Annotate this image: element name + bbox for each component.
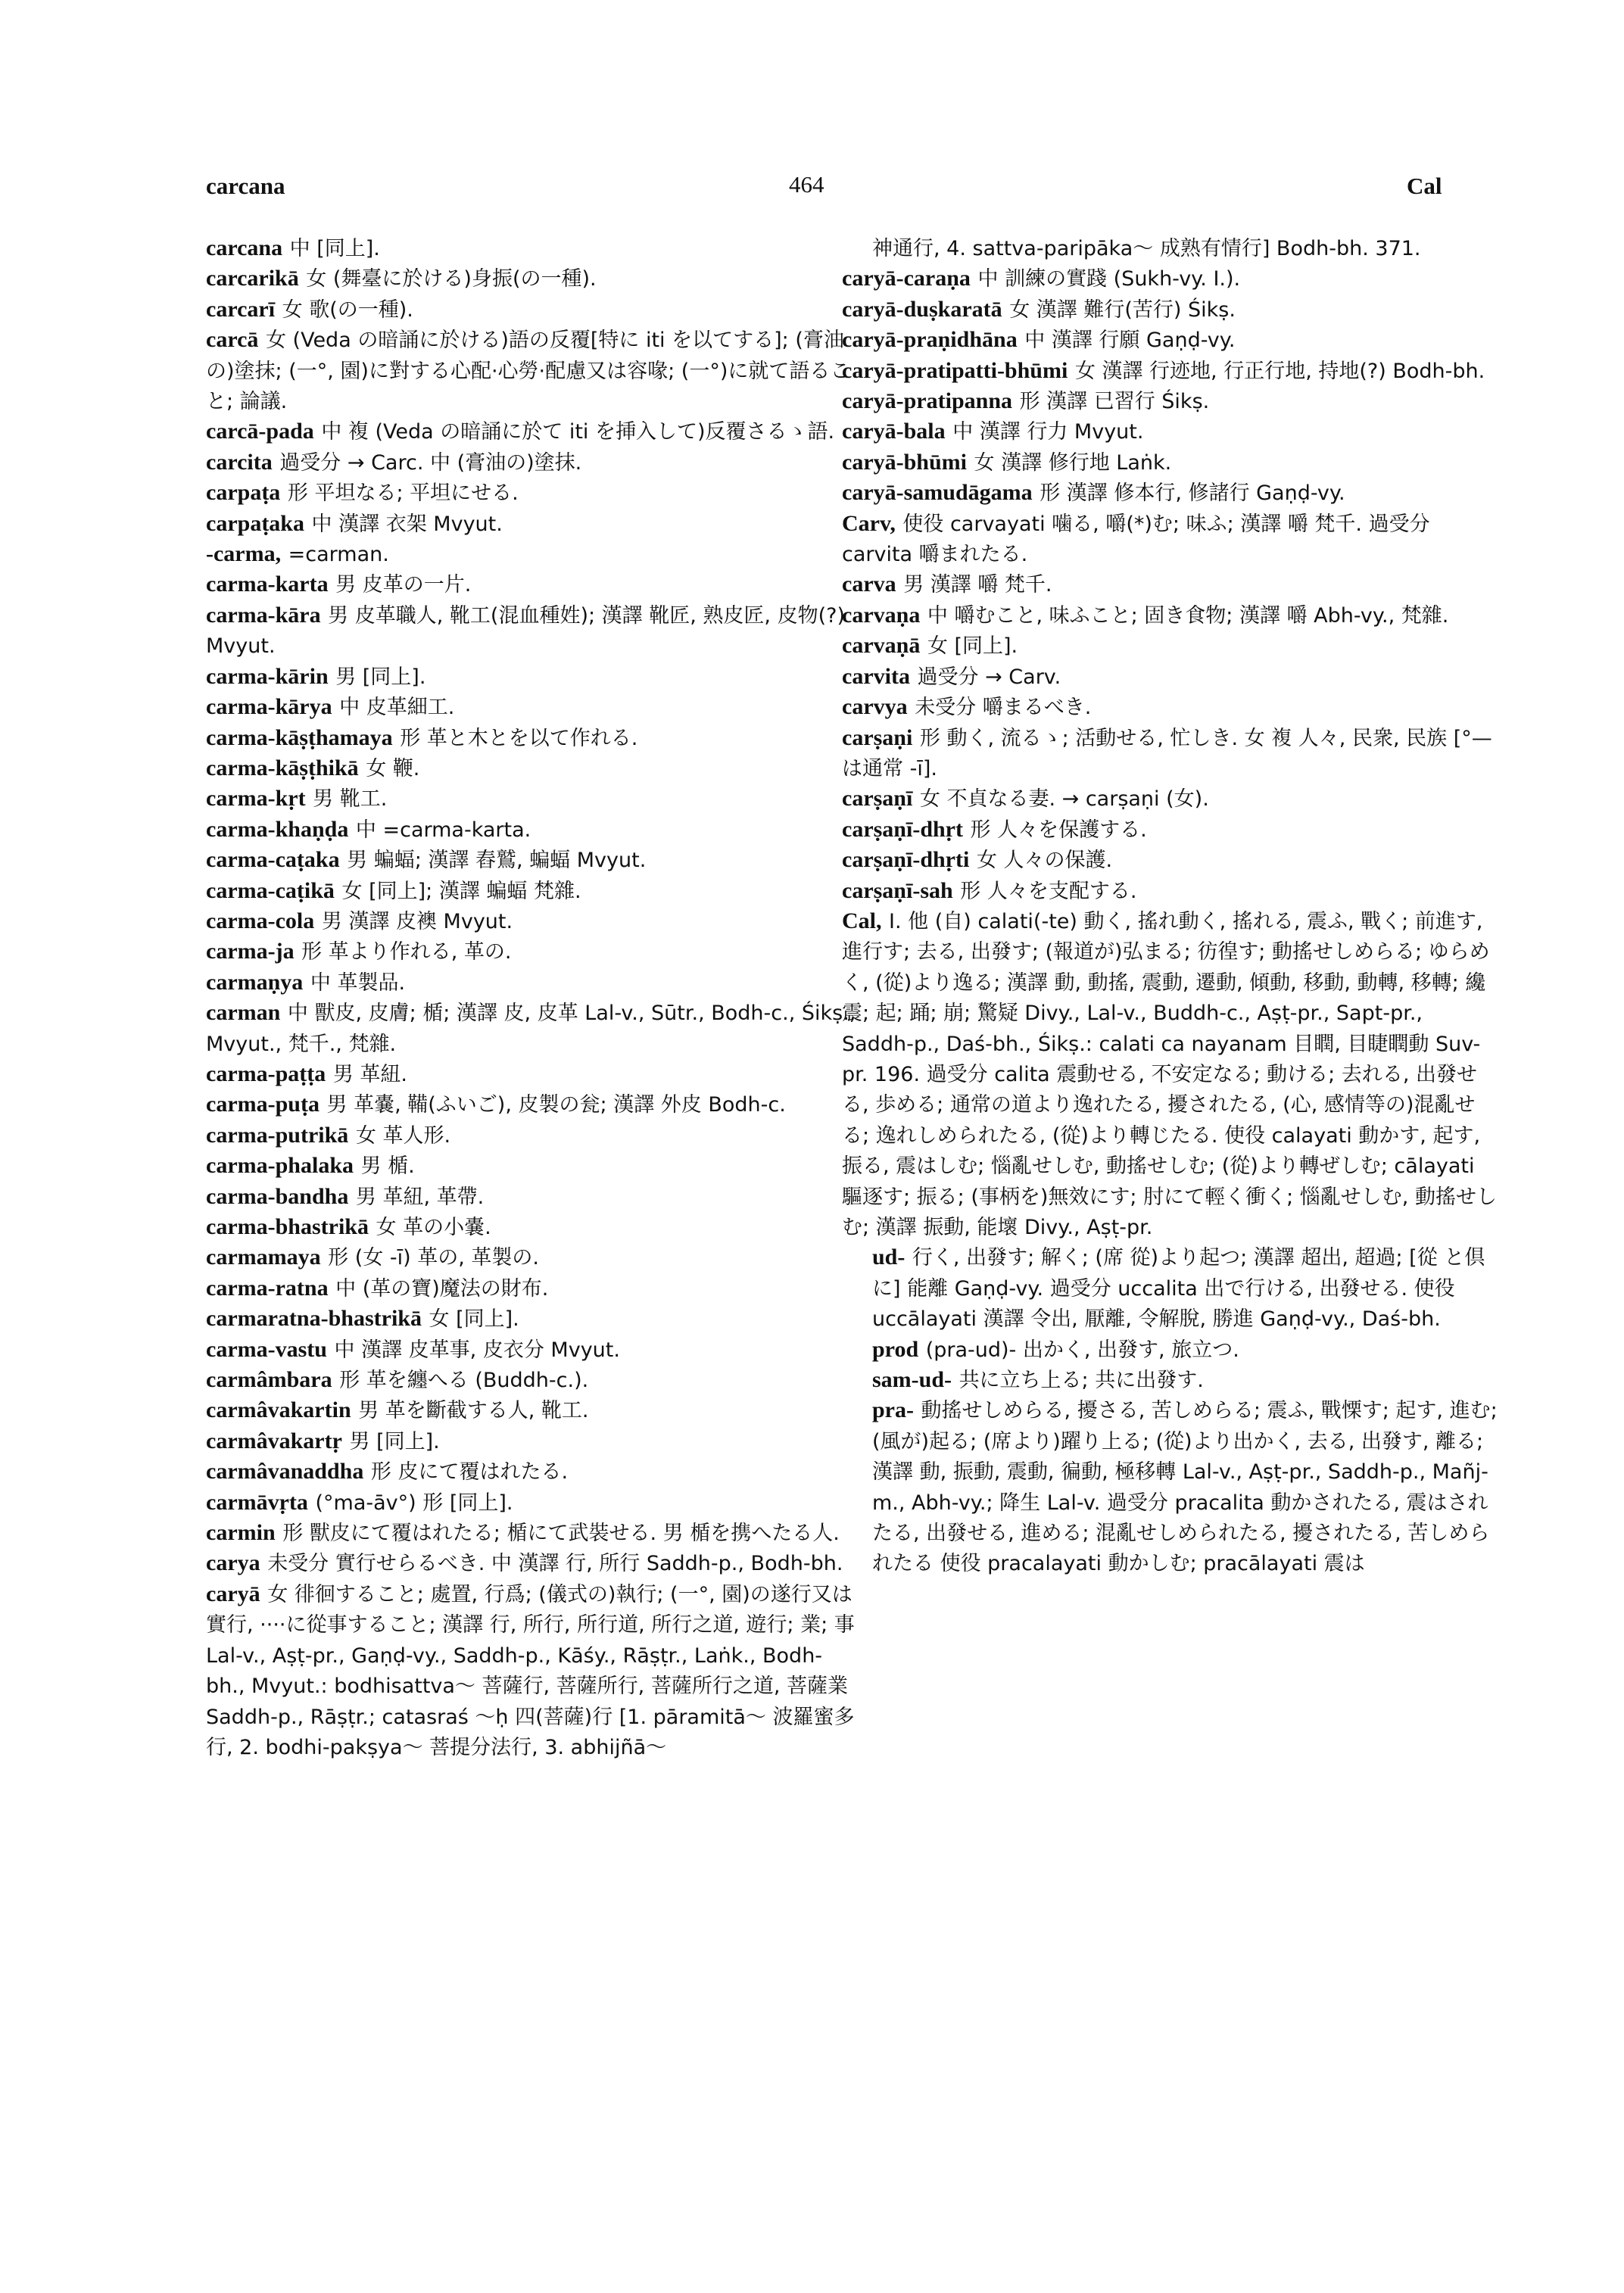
- entry-headword: carma-puṭa: [206, 1092, 320, 1117]
- entry-headword: caryā: [206, 1581, 260, 1606]
- entry-headword: caryā-caraṇa: [842, 266, 971, 291]
- entry-definition: 過受分 → Carc. 中 (膏油の)塗抹.: [279, 450, 582, 475]
- dictionary-entry: [842, 478, 1498, 508]
- entry-definition: 男 [同上].: [335, 665, 426, 689]
- entry-definition: 中 皮革細工.: [339, 696, 455, 720]
- entry-definition: 形 動く, 流るゝ; 活動せる, 忙しき. 女 複 人々, 民衆, 民族 [°— は通常 -ī].: [842, 726, 1492, 780]
- entry-definition: (pra-ud)- 出かく, 出發す, 旅立つ.: [925, 1338, 1239, 1362]
- entry-headword: carṣaṇī-sah: [842, 877, 953, 903]
- dictionary-entry: [842, 692, 1498, 722]
- dictionary-entry: [206, 784, 857, 814]
- dictionary-entry: [842, 631, 1498, 661]
- entry-definition: 動搖せしめらる, 擾さる, 苦しめらる; 震ふ, 戰慄す; 起す, 進む; (風が)起る; (席より)躍り上る; (從)より出かく, 去る, 出發す, 離る; 漢譯 動, 振動, 震動, 徧動, 極移轉 Lal-v., Aṣṭ-pr., Saddh-p., Mañj-m., Abh-vy.; 降生 Lal-v. 過受分 pracalita 動かされたる, 震はされたる, 出發せる, 進める; 混亂せしめられたる, 擾されたる, 苦しめられたる 使役 pracalayati 動かしむ; pracālayati 震は: [872, 1399, 1498, 1576]
- entry-definition: 男 楯.: [360, 1154, 415, 1179]
- dictionary-entry: [842, 1395, 1498, 1578]
- dictionary-entry: [206, 1089, 857, 1120]
- dictionary-entry: [206, 294, 857, 325]
- entry-definition: 神通行, 4. sattva-paripāka〜 成熟有情行] Bodh-bh. 371.: [872, 237, 1421, 260]
- entry-headword: carma-phalaka: [206, 1153, 354, 1179]
- entry-headword: carma-vastu: [206, 1336, 327, 1362]
- right-column: [842, 233, 1498, 1579]
- entry-definition: 男 革紐, 革帶.: [355, 1185, 485, 1209]
- entry-definition: 男 [同上].: [349, 1429, 440, 1453]
- entry-definition: 形 (女 -ī) 革の, 革製の.: [328, 1246, 539, 1270]
- entry-definition: 中 (革の寶)魔法の財布.: [335, 1276, 549, 1301]
- entry-headword: carma-kāṣṭhikā: [206, 755, 359, 780]
- entry-headword: caryā-duṣkaratā: [842, 296, 1002, 322]
- entry-definition: 男 漢譯 皮襖 Mvyut.: [321, 909, 513, 933]
- dictionary-entry: [206, 1518, 857, 1548]
- entry-headword: carma-caṭikā: [206, 877, 335, 903]
- entry-definition: 女 [同上].: [927, 634, 1018, 659]
- entry-definition: 中 =carma-karta.: [355, 818, 531, 842]
- dictionary-entry: [206, 416, 857, 447]
- dictionary-entry: [206, 263, 857, 294]
- entry-definition: 形 平坦なる; 平坦にせる.: [287, 481, 519, 506]
- entry-definition: 使役 carvayati 噛る, 嚼(*)む; 味ふ; 漢譯 嚼 梵千. 過受分 carvita 嚼まれたる.: [842, 512, 1430, 567]
- entry-definition: 中 獸皮, 皮膚; 楯; 漢譯 皮, 皮革 Lal-v., Sūtr., Bodh-c., Śikṣ., Mvyut., 梵千., 梵雜.: [206, 1002, 856, 1056]
- entry-headword: carma-kāra: [206, 602, 321, 628]
- entry-headword: carmaṇya: [206, 969, 304, 995]
- page-number: 464: [789, 171, 824, 198]
- entry-headword: carya: [206, 1550, 260, 1576]
- dictionary-entry: [842, 784, 1498, 814]
- dictionary-entry: [206, 876, 857, 906]
- dictionary-entry: [206, 967, 857, 998]
- entry-definition: 形 人々を支配する.: [960, 879, 1137, 903]
- entry-headword: carmâvakartin: [206, 1397, 351, 1423]
- entry-definition: 中 漢譯 行力 Mvyut.: [952, 420, 1144, 444]
- entry-definition: =carman.: [288, 543, 389, 567]
- running-head-right: Cal: [1407, 173, 1442, 199]
- entry-definition: 未受分 實行せらるべき. 中 漢譯 行, 所行 Saddh-p., Bodh-bh.: [267, 1552, 843, 1576]
- dictionary-entry: [206, 1426, 857, 1456]
- entry-definition: 中 漢譯 衣架 Mvyut.: [311, 512, 503, 536]
- entry-definition: 女 漢譯 行迹地, 行正行地, 持地(?) Bodh-bh.: [1074, 359, 1485, 383]
- entry-headword: carmâmbara: [206, 1367, 332, 1393]
- entry-headword: carma-kāṣṭhamaya: [206, 724, 393, 750]
- dictionary-entry: [842, 1335, 1498, 1365]
- dictionary-entry: [206, 447, 857, 478]
- dictionary-entry: [206, 662, 857, 692]
- dictionary-entry: [206, 233, 857, 263]
- entry-definition: 女 人々の保護.: [976, 849, 1113, 873]
- entry-definition: 過受分 → Carv.: [917, 665, 1061, 689]
- entry-headword: carma-kṛt: [206, 786, 306, 812]
- entry-definition: 女 [同上]; 漢譯 蝙蝠 梵雜.: [341, 879, 581, 903]
- dictionary-entry: [842, 600, 1498, 631]
- dictionary-entry: [842, 569, 1498, 600]
- dictionary-entry: [842, 723, 1498, 784]
- entry-headword: carvaṇā: [842, 633, 921, 659]
- entry-headword: prod: [872, 1336, 919, 1362]
- dictionary-entry: [206, 1212, 857, 1242]
- dictionary-entry: [842, 233, 1498, 263]
- entry-definition: I. 他 (自) calati(-te) 動く, 搖れ動く, 搖れる, 震ふ, 戰く; 前進す, 進行す; 去る, 出發す; (報道が)弘まる; 彷徨す; 動搖せしめらる; ゆらめく, (從)より逸る; 漢譯 動, 動搖, 震動, 遷動, 傾動, 移動, 動轉, 移轉; 纔震; 起; 踊; 崩; 驚疑 Divy., Lal-v., Buddh-c., Aṣṭ-pr., Sapt-pr., Saddh-p., Daś-bh., Śikṣ.: calati ca nayanam 目瞤, 目睫瞤動 Suv-pr. 196. 過受分 calita 震動せる, 不安定なる; 動ける; 去れる, 出發せる, 歩める; 通常の道より逸れたる, 擾されたる, (心, 感情等の)混亂せる; 逸れしめられたる, (從)より轉じたる. 使役 calayati 動かす, 起す, 振る, 震はしむ; 惱亂せしむ, 動搖せしむ; (從)より轉ぜしむ; cālayati 驅逐す; 振る; (事柄を)無效にす; 肘にて輕く衝く; 惱亂せしむ, 動搖せしむ; 漢譯 振動, 能壞 Divy., Aṣṭ-pr.: [842, 909, 1497, 1239]
- entry-definition: 形 革を纏へる (Buddh-c.).: [339, 1369, 589, 1393]
- dictionary-entry: [206, 478, 857, 508]
- dictionary-entry: [842, 815, 1498, 845]
- dictionary-entry: [842, 1365, 1498, 1395]
- entry-headword: carma-caṭaka: [206, 847, 340, 873]
- entry-headword: carmâvanaddha: [206, 1459, 364, 1485]
- entry-definition: 中 [同上].: [289, 237, 380, 260]
- entry-definition: 男 革紐.: [332, 1062, 407, 1086]
- entry-headword: carṣaṇī-dhṛt: [842, 816, 963, 842]
- dictionary-entry: [206, 1273, 857, 1304]
- entry-definition: 形 人々を保護する.: [970, 818, 1147, 842]
- dictionary-entry: [842, 356, 1498, 386]
- entry-headword: caryā-bala: [842, 419, 946, 444]
- entry-headword: carma-khaṇḍa: [206, 816, 349, 842]
- entry-headword: carma-ja: [206, 939, 295, 964]
- dictionary-entry: [206, 815, 857, 845]
- entry-headword: carma-kārin: [206, 663, 329, 689]
- entry-definition: 女 不貞なる妻. → carṣaṇi (女).: [919, 787, 1209, 812]
- entry-headword: carcarikā: [206, 266, 299, 291]
- dictionary-entry: [206, 936, 857, 967]
- dictionary-entry: [842, 386, 1498, 416]
- dictionary-entry: [206, 1059, 857, 1089]
- dictionary-entry: [842, 294, 1498, 325]
- entry-definition: 形 革より作れる, 革の.: [301, 940, 512, 964]
- entry-headword: carma-paṭṭa: [206, 1061, 326, 1086]
- entry-definition: 行く, 出發す; 解く; (席 從)より起つ; 漢譯 超出, 超過; [從 と倶に] 能離 Gaṇḍ-vy. 過受分 uccalita 出で行ける, 出發せる. 使役 uccālayati 漢譯 令出, 厭離, 令解脫, 勝進 Gaṇḍ-vy., Daś-bh.: [872, 1246, 1485, 1332]
- entry-definition: 中 革製品.: [310, 970, 406, 995]
- dictionary-entry: [842, 325, 1498, 355]
- entry-headword: carmin: [206, 1520, 276, 1546]
- dictionary-entry: [206, 1456, 857, 1487]
- dictionary-entry: [206, 569, 857, 600]
- entry-definition: 男 皮革職人, 靴工(混血種姓); 漢譯 靴匠, 熟皮匠, 皮物(?) Mvyut.: [206, 603, 845, 659]
- dictionary-entry: [206, 723, 857, 753]
- dictionary-entry: [206, 753, 857, 784]
- dictionary-entry: [206, 1304, 857, 1334]
- entry-headword: carṣaṇi: [842, 724, 913, 750]
- entry-headword: carma-ratna: [206, 1275, 329, 1301]
- entry-definition: 形 漢譯 已習行 Śikṣ.: [1019, 390, 1210, 414]
- entry-headword: carcā-pada: [206, 419, 314, 444]
- entry-headword: Cal,: [842, 908, 882, 933]
- entry-headword: carma-bandha: [206, 1183, 349, 1209]
- left-column: [206, 233, 857, 1762]
- entry-definition: 女 [同上].: [429, 1307, 519, 1332]
- entry-headword: carva: [842, 572, 896, 597]
- dictionary-entry: [842, 662, 1498, 692]
- entry-headword: caryā-bhūmi: [842, 449, 967, 475]
- entry-headword: carma-kārya: [206, 694, 332, 720]
- dictionary-entry: [206, 906, 857, 936]
- dictionary-entry: [206, 1182, 857, 1212]
- dictionary-entry: [842, 509, 1498, 570]
- entry-headword: pra-: [872, 1397, 914, 1423]
- dictionary-entry: [842, 876, 1498, 906]
- entry-definition: (°ma-āv°) 形 [同上].: [315, 1491, 513, 1515]
- entry-definition: 中 漢譯 皮革事, 皮衣分 Mvyut.: [334, 1338, 620, 1362]
- dictionary-entry: [206, 1365, 857, 1395]
- entry-headword: carman: [206, 1000, 281, 1026]
- entry-headword: carcā: [206, 327, 259, 353]
- entry-headword: carma-bhastrikā: [206, 1214, 369, 1239]
- entry-headword: -carma,: [206, 541, 282, 567]
- entry-definition: 形 獸皮にて覆はれたる; 楯にて武裝せる. 男 楯を携へたる人.: [282, 1522, 840, 1546]
- dictionary-entry: [206, 1242, 857, 1273]
- entry-headword: carpaṭaka: [206, 510, 304, 536]
- entry-headword: carmâvakartṛ: [206, 1428, 342, 1453]
- entry-definition: 形 革と木とを以て作れる.: [400, 726, 638, 750]
- entry-headword: caryā-praṇidhāna: [842, 327, 1018, 353]
- entry-definition: 男 革を斷截する人, 靴工.: [358, 1399, 589, 1423]
- entry-definition: 形 漢譯 修本行, 修諸行 Gaṇḍ-vy.: [1040, 481, 1345, 506]
- dictionary-entry: [206, 1395, 857, 1425]
- dictionary-entry: [206, 509, 857, 539]
- entry-definition: 女 歌(の一種).: [282, 298, 413, 322]
- entry-definition: 男 靴工.: [313, 787, 388, 812]
- dictionary-entry: [842, 416, 1498, 447]
- entry-headword: carṣaṇī-dhṛti: [842, 847, 970, 873]
- dictionary-entry: [206, 1151, 857, 1181]
- entry-headword: carma-karta: [206, 572, 329, 597]
- entry-definition: 未受分 嚼まるべき.: [915, 696, 1092, 720]
- running-head-left: carcana: [206, 173, 285, 199]
- dictionary-entry: [842, 906, 1498, 1242]
- dictionary-entry: [206, 1120, 857, 1151]
- entry-headword: carvaṇa: [842, 602, 921, 628]
- entry-headword: carcarī: [206, 296, 276, 322]
- entry-definition: 女 鞭.: [366, 756, 420, 780]
- entry-definition: 女 漢譯 難行(苦行) Śikṣ.: [1009, 298, 1236, 322]
- dictionary-entry: [206, 692, 857, 722]
- dictionary-entry: [206, 1548, 857, 1578]
- dictionary-entry: [206, 600, 857, 662]
- entry-headword: Carv,: [842, 510, 896, 536]
- dictionary-entry: [842, 1242, 1498, 1334]
- entry-definition: 女 (舞臺に於ける)身振(の一種).: [306, 267, 597, 291]
- entry-definition: 女 (Veda の暗誦に於ける)語の反覆[特に iti を以てする]; (膏油の)塗抹; (一°, 園)に對する心配·心勞·配慮又は容喙; (一°)に就て語ること; 論議.: [206, 329, 851, 414]
- dictionary-entry: [206, 1335, 857, 1365]
- dictionary-entry: [206, 539, 857, 569]
- entry-definition: 男 皮革の一片.: [335, 573, 472, 597]
- entry-definition: 形 皮にて覆はれたる.: [370, 1460, 569, 1485]
- entry-headword: carpaṭa: [206, 480, 281, 506]
- entry-headword: carmamaya: [206, 1245, 321, 1270]
- entry-headword: sam-ud-: [872, 1367, 952, 1393]
- entry-headword: carma-putrikā: [206, 1122, 349, 1148]
- entry-headword: carṣaṇī: [842, 786, 913, 812]
- entry-headword: ud-: [872, 1245, 906, 1270]
- entry-definition: 中 訓練の實踐 (Sukh-vy. I.).: [977, 267, 1241, 291]
- entry-headword: caryā-pratipatti-bhūmi: [842, 357, 1068, 383]
- dictionary-entry: [842, 263, 1498, 294]
- entry-definition: 中 複 (Veda の暗誦に於て iti を挿入して)反覆さるゝ語.: [321, 420, 835, 444]
- entry-definition: 共に立ち上る; 共に出發す.: [959, 1369, 1204, 1393]
- dictionary-entry: [206, 1488, 857, 1518]
- dictionary-entry: [206, 998, 857, 1059]
- entry-headword: carcana: [206, 235, 283, 260]
- entry-definition: 女 革人形.: [355, 1123, 451, 1148]
- entry-definition: 中 嚼むこと, 味ふこと; 固き食物; 漢譯 嚼 Abh-vy., 梵雜.: [927, 603, 1449, 628]
- entry-headword: carma-cola: [206, 908, 315, 933]
- entry-definition: 女 徘徊すること; 處置, 行爲; (儀式の)執行; (一°, 園)の遂行又は實行, ····に從事すること; 漢譯 行, 所行, 所行道, 所行之道, 遊行; 業; 事 Lal-v., Aṣṭ-pr., Gaṇḍ-vy., Saddh-p., Kāśy., Rāṣṭr., Laṅk., Bodh-bh., Mvyut.: bodhisattva〜 菩薩行, 菩薩所行, 菩薩所行之道, 菩薩業 Saddh-p., Rāṣṭr.; catasraś 〜ḥ 四(菩薩)行 [1. pāramitā〜 波羅蜜多行, 2. bodhi-pakṣya〜 菩提分法行, 3. abhijñā〜: [206, 1582, 855, 1759]
- entry-headword: carmaratna-bhastrikā: [206, 1306, 422, 1332]
- entry-headword: carcita: [206, 449, 273, 475]
- entry-definition: 女 革の小嚢.: [376, 1216, 491, 1239]
- entry-headword: caryā-samudāgama: [842, 480, 1033, 506]
- entry-headword: carmāvṛta: [206, 1489, 308, 1515]
- entry-definition: 男 漢譯 嚼 梵千.: [903, 573, 1052, 597]
- entry-headword: carvita: [842, 663, 910, 689]
- dictionary-entry: [842, 447, 1498, 478]
- dictionary-entry: [206, 325, 857, 416]
- entry-definition: 男 革嚢, 鞴(ふいご), 皮製の瓮; 漢譯 外皮 Bodh-c.: [326, 1093, 786, 1117]
- entry-headword: carvya: [842, 694, 908, 720]
- entry-definition: 女 漢譯 修行地 Laṅk.: [974, 450, 1172, 475]
- dictionary-entry: [206, 1579, 857, 1762]
- dictionary-entry: [842, 845, 1498, 875]
- entry-definition: 中 漢譯 行願 Gaṇḍ-vy.: [1024, 329, 1236, 353]
- entry-definition: 男 蝙蝠; 漢譯 舂鷲, 蝙蝠 Mvyut.: [347, 849, 647, 873]
- entry-headword: caryā-pratipanna: [842, 388, 1012, 414]
- dictionary-entry: [206, 845, 857, 875]
